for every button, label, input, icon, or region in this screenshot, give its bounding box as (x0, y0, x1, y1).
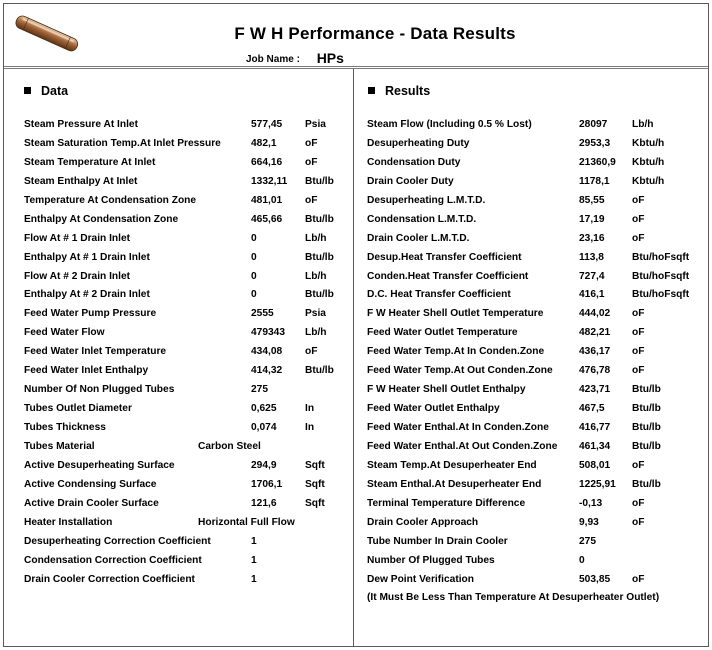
table-row (4, 403, 353, 422)
row-value: 294,9 (251, 459, 277, 471)
table-row (4, 384, 353, 403)
table-row (4, 214, 353, 233)
table-row (354, 119, 708, 138)
row-unit: oF (632, 308, 645, 320)
table-row (4, 252, 353, 271)
table-row (4, 517, 353, 536)
table-row (4, 271, 353, 290)
row-label: Feed Water Temp.At Out Conden.Zone (367, 365, 553, 377)
row-unit: oF (632, 459, 645, 471)
row-label: Drain Cooler Approach (367, 516, 479, 528)
row-value: 113,8 (579, 251, 604, 263)
row-unit: oF (305, 194, 318, 206)
row-value: -0,13 (579, 497, 603, 509)
table-row (4, 555, 353, 574)
row-label: Feed Water Inlet Temperature (24, 346, 167, 358)
row-unit: Btu/lb (632, 478, 661, 490)
row-unit: oF (632, 497, 645, 509)
table-row (354, 308, 708, 327)
row-unit: Btu/lb (632, 440, 661, 452)
row-label: Steam Enthalpy At Inlet (24, 175, 138, 187)
row-unit: In (305, 422, 315, 433)
row-unit: Sqft (305, 459, 325, 471)
job-name-value: HPs (316, 50, 344, 66)
row-unit: Kbtu/h (632, 137, 665, 149)
table-row (354, 214, 708, 233)
row-value: 0 (251, 270, 257, 282)
table-row (4, 365, 353, 384)
table-row (354, 271, 708, 290)
row-value: 1332,11 (251, 175, 288, 187)
table-row (354, 252, 708, 271)
table-row (354, 422, 708, 441)
bullet-square-icon (24, 87, 31, 94)
row-value: 416,77 (579, 422, 611, 433)
row-label: Feed Water Pump Pressure (24, 308, 157, 320)
row-unit: oF (632, 346, 645, 358)
row-label: Feed Water Temp.At In Conden.Zone (367, 346, 545, 358)
row-value: 2555 (251, 308, 274, 320)
row-label: Feed Water Outlet Enthalpy (367, 403, 500, 415)
row-label: Number Of Non Plugged Tubes (24, 384, 175, 396)
row-label: Enthalpy At # 2 Drain Inlet (24, 289, 150, 301)
table-row (4, 460, 353, 479)
row-label: Feed Water Flow (24, 327, 105, 339)
row-value: 275 (251, 384, 268, 396)
row-label: Drain Cooler Correction Coefficient (24, 573, 195, 585)
report-frame (3, 3, 709, 647)
row-label: Feed Water Enthal.At Out Conden.Zone (367, 440, 558, 452)
row-value: 503,85 (579, 573, 611, 585)
row-value: 1178,1 (579, 175, 610, 187)
table-row (4, 233, 353, 252)
row-label: Tubes Material (24, 440, 95, 452)
row-label: D.C. Heat Transfer Coefficient (367, 289, 511, 301)
row-unit: oF (632, 327, 645, 339)
row-label: Steam Temperature At Inlet (24, 156, 156, 168)
row-value: 2953,3 (579, 137, 611, 149)
table-row (354, 346, 708, 365)
row-unit: oF (305, 346, 318, 358)
row-unit: oF (632, 365, 645, 377)
row-label: Enthalpy At Condensation Zone (24, 213, 179, 225)
row-label: Desup.Heat Transfer Coefficient (367, 251, 522, 263)
row-value: Horizontal Full Flow (198, 516, 295, 528)
table-row (354, 384, 708, 403)
data-rows (4, 119, 353, 592)
table-row (4, 536, 353, 555)
row-unit: oF (632, 573, 645, 585)
row-unit: Btu/lb (305, 365, 334, 377)
row-value: 461,34 (579, 440, 611, 452)
row-label: Heater Installation (24, 516, 113, 528)
row-label: Steam Flow (Including 0.5 % Lost) (367, 119, 532, 130)
row-unit: Btu/lb (305, 289, 334, 301)
results-section-heading (368, 84, 430, 98)
row-label: Tubes Outlet Diameter (24, 403, 132, 415)
table-row (354, 138, 708, 157)
job-name-label: Job Name : (246, 54, 300, 65)
row-label: Flow At # 1 Drain Inlet (24, 232, 131, 244)
row-value: 1 (251, 573, 257, 585)
row-label: Dew Point Verification (367, 573, 474, 585)
job-name-row (246, 49, 344, 65)
row-unit: Btu/lb (632, 422, 661, 433)
row-label: Terminal Temperature Difference (367, 497, 526, 509)
table-row (4, 195, 353, 214)
row-label: Desuperheating L.M.T.D. (367, 194, 486, 206)
row-label: Number Of Plugged Tubes (367, 554, 495, 566)
table-row (354, 536, 708, 555)
table-row (4, 157, 353, 176)
row-unit: Kbtu/h (632, 175, 665, 187)
row-value: 0 (251, 232, 257, 244)
row-unit: Psia (305, 119, 326, 130)
row-unit: oF (632, 232, 645, 244)
row-unit: Btu/hoFsqft (632, 270, 690, 282)
row-unit: Lb/h (305, 232, 327, 244)
row-label: Active Desuperheating Surface (24, 459, 175, 471)
table-row (4, 479, 353, 498)
table-row (4, 574, 353, 593)
row-label: Temperature At Condensation Zone (24, 194, 197, 206)
row-value: 482,21 (579, 327, 611, 339)
row-value: 1 (251, 535, 257, 547)
row-value: 444,02 (579, 308, 611, 320)
row-label: Active Drain Cooler Surface (24, 497, 159, 509)
row-label: Drain Cooler L.M.T.D. (367, 232, 470, 244)
table-row (4, 176, 353, 195)
row-label: Tube Number In Drain Cooler (367, 535, 508, 547)
row-unit: Lb/h (632, 119, 654, 130)
row-unit: Btu/lb (305, 175, 334, 187)
header-divider (4, 66, 708, 67)
row-value: 577,45 (251, 119, 283, 130)
row-value: 1706,1 (251, 478, 283, 490)
table-row (4, 422, 353, 441)
row-value: 0 (579, 554, 585, 566)
table-row (354, 498, 708, 517)
row-value: 479343 (251, 327, 285, 339)
row-value: 436,17 (579, 346, 611, 358)
data-heading-text: Data (41, 84, 69, 98)
bullet-square-icon (368, 87, 375, 94)
table-row (4, 498, 353, 517)
table-row (354, 176, 708, 195)
row-unit: oF (305, 137, 318, 149)
table-row (4, 308, 353, 327)
row-label: Desuperheating Correction Coefficient (24, 535, 211, 547)
row-unit: Btu/hoFsqft (632, 289, 690, 301)
row-value: 121,6 (251, 497, 277, 509)
page-title: F W H Performance - Data Results (234, 24, 516, 43)
row-label: Steam Temp.At Desuperheater End (367, 459, 537, 471)
table-row (354, 403, 708, 422)
table-row (4, 327, 353, 346)
row-label: Active Condensing Surface (24, 478, 157, 490)
row-value: 482,1 (251, 137, 277, 149)
table-row (354, 479, 708, 498)
row-label: Feed Water Enthal.At In Conden.Zone (367, 422, 549, 433)
table-row (354, 365, 708, 384)
table-row (354, 555, 708, 574)
row-value: 0 (251, 289, 257, 301)
row-value: 465,66 (251, 213, 283, 225)
row-unit: Btu/lb (305, 213, 334, 225)
row-value: 21360,9 (579, 156, 616, 168)
row-label: Steam Enthal.At Desuperheater End (367, 478, 542, 490)
row-value: 1225,91 (579, 478, 616, 490)
row-unit: Btu/lb (305, 251, 334, 263)
row-value: 467,5 (579, 403, 605, 415)
row-unit: Btu/hoFsqft (632, 251, 690, 263)
row-value: 434,08 (251, 346, 283, 358)
row-unit: Sqft (305, 478, 325, 490)
row-value: 17,19 (579, 213, 605, 225)
row-unit: oF (632, 194, 645, 206)
row-value: Carbon Steel (198, 440, 261, 452)
results-rows (354, 119, 708, 610)
table-row (354, 289, 708, 308)
table-row (354, 517, 708, 536)
row-label: Conden.Heat Transfer Coefficient (367, 270, 529, 282)
row-value: 664,16 (251, 156, 283, 168)
row-label: Feed Water Inlet Enthalpy (24, 365, 149, 377)
row-value: 0 (251, 251, 257, 263)
table-row (354, 441, 708, 460)
row-value: 275 (579, 535, 596, 547)
row-label: Flow At # 2 Drain Inlet (24, 270, 131, 282)
row-unit: oF (305, 156, 318, 168)
row-unit: Kbtu/h (632, 156, 665, 168)
row-unit: oF (632, 213, 645, 225)
row-value: 0,074 (251, 422, 277, 433)
row-label: Desuperheating Duty (367, 137, 470, 149)
results-heading-text: Results (385, 84, 431, 98)
row-unit: Lb/h (305, 327, 327, 339)
row-label: Enthalpy At # 1 Drain Inlet (24, 251, 150, 263)
row-value: 423,71 (579, 384, 611, 396)
row-label: Condensation Duty (367, 156, 461, 168)
row-unit: Sqft (305, 497, 325, 509)
table-row (354, 574, 708, 593)
row-label: Condensation Correction Coefficient (24, 554, 202, 566)
row-label: Drain Cooler Duty (367, 175, 454, 187)
row-label: F W Heater Shell Outlet Temperature (367, 308, 544, 320)
row-label: Feed Water Outlet Temperature (367, 327, 518, 339)
table-row (4, 289, 353, 308)
table-row (4, 346, 353, 365)
row-value: 1 (251, 554, 257, 566)
row-value: 0,625 (251, 403, 277, 415)
row-value: 28097 (579, 119, 608, 130)
table-row (4, 441, 353, 460)
row-value: 508,01 (579, 459, 611, 471)
row-unit: Psia (305, 308, 326, 320)
data-section-heading (24, 84, 68, 98)
table-row (354, 195, 708, 214)
row-value: 416,1 (579, 289, 605, 301)
table-row (354, 327, 708, 346)
row-value: 85,55 (579, 194, 605, 206)
row-label: Steam Saturation Temp.At Inlet Pressure (24, 137, 221, 149)
row-label: Steam Pressure At Inlet (24, 119, 138, 130)
table-row (354, 460, 708, 479)
row-label: Condensation L.M.T.D. (367, 213, 477, 225)
header-divider-secondary (4, 68, 708, 69)
row-unit: Btu/lb (632, 403, 661, 415)
row-value: 727,4 (579, 270, 605, 282)
table-row (354, 157, 708, 176)
row-value: 476,78 (579, 365, 611, 377)
row-value: 414,32 (251, 365, 283, 377)
row-value: 23,16 (579, 232, 605, 244)
row-unit: Btu/lb (632, 384, 661, 396)
table-row (4, 119, 353, 138)
table-row (4, 138, 353, 157)
row-value: 481,01 (251, 194, 283, 206)
row-value: 9,93 (579, 516, 599, 528)
report-header (4, 4, 708, 66)
verification-note: (It Must Be Less Than Temperature At Desuperheater Outlet) (367, 592, 660, 604)
row-label: Tubes Thickness (24, 422, 106, 433)
row-label: F W Heater Shell Outlet Enthalpy (367, 384, 526, 396)
row-unit: In (305, 403, 315, 415)
row-unit: oF (632, 516, 645, 528)
table-row (354, 233, 708, 252)
row-unit: Lb/h (305, 270, 327, 282)
